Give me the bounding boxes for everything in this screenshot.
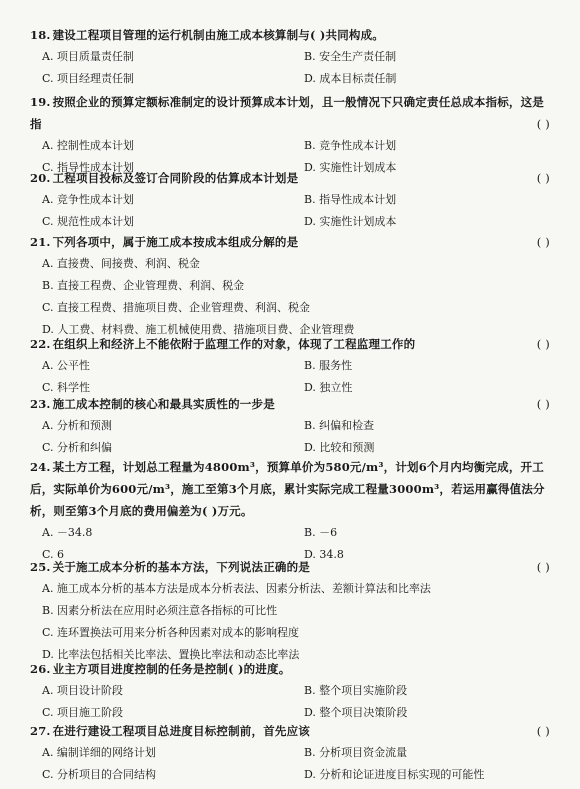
option: A. 直接费、间接费、利润、税金 xyxy=(42,257,200,270)
question xyxy=(0,333,580,399)
question-number: 21. xyxy=(30,235,51,249)
question-text: 施工成本控制的核心和最具实质性的一步是 xyxy=(52,397,275,411)
option: B. 因素分析法在应用时必须注意各指标的可比性 xyxy=(42,604,278,617)
option: A. 控制性成本计划 xyxy=(42,139,134,152)
question-stem xyxy=(30,333,550,355)
option: B. 分析项目资金流量 xyxy=(304,746,408,759)
option: B. 纠偏和检查 xyxy=(304,419,375,432)
option: A. 分析和预测 xyxy=(42,419,112,432)
question xyxy=(0,393,580,459)
options xyxy=(42,680,580,724)
option: D. 成本目标责任制 xyxy=(304,72,397,85)
options xyxy=(42,578,580,666)
option: B. 指导性成本计划 xyxy=(304,193,397,206)
question xyxy=(0,231,580,341)
option: A. 项目设计阶段 xyxy=(42,684,123,697)
question-text: 某土方工程，计划总工程量为4800m³，预算单价为580元/m³，计划6个月内均衡完成，开工后，实际单价为600元/m³，施工至第3个月底，累计实际完成工程量3000m³，若运用赢得值法分析，则至第3个月底的费用偏差为( )万元。 xyxy=(30,460,545,518)
option: A. 项目质量责任制 xyxy=(42,50,134,63)
option: B. 竞争性成本计划 xyxy=(304,139,397,152)
option: A. －34.8 xyxy=(42,526,93,539)
question-number: 19. xyxy=(30,95,51,109)
question-number: 26. xyxy=(30,662,51,676)
option: C. 规范性成本计划 xyxy=(42,215,135,228)
option: C. 项目经理责任制 xyxy=(42,72,135,85)
question-text: 在组织上和经济上不能依附于监理工作的对象，体现了工程监理工作的 xyxy=(52,337,416,351)
question xyxy=(0,91,580,179)
option: D. 人工费、材料费、施工机械使用费、措施项目费、企业管理费 xyxy=(42,323,355,336)
option: A. 公平性 xyxy=(42,359,90,372)
question-text: 在进行建设工程项目总进度目标控制前，首先应该 xyxy=(52,724,311,738)
question-stem xyxy=(30,456,550,522)
options xyxy=(42,189,580,233)
question-number: 23. xyxy=(30,397,51,411)
option: A. 竞争性成本计划 xyxy=(42,193,134,206)
question-number: 22. xyxy=(30,337,51,351)
options xyxy=(42,742,580,786)
question-text: 业主方项目进度控制的任务是控制( )的进度。 xyxy=(52,662,291,676)
option: C. 连环置换法可用来分析各种因素对成本的影响程度 xyxy=(42,626,300,639)
question xyxy=(0,167,580,233)
option: C. 指导性成本计划 xyxy=(42,161,135,174)
option: C. 科学性 xyxy=(42,381,91,394)
question-stem xyxy=(30,556,550,578)
question-stem xyxy=(30,231,550,253)
question-text: 按照企业的预算定额标准制定的设计预算成本计划，且一般情况下只确定责任总成本指标，这是指 xyxy=(30,95,545,131)
question-number: 18. xyxy=(30,28,51,42)
question-number: 27. xyxy=(30,724,51,738)
option: D. 实施性计划成本 xyxy=(304,161,397,174)
option: B. 整个项目实施阶段 xyxy=(304,684,408,697)
option: C. 6 xyxy=(42,548,65,561)
question xyxy=(0,658,580,724)
option: B. 安全生产责任制 xyxy=(304,50,397,63)
question xyxy=(0,556,580,666)
question-stem xyxy=(30,24,550,46)
answer-blank: ( ) xyxy=(536,560,550,574)
option: D. 实施性计划成本 xyxy=(304,215,397,228)
answer-blank: ( ) xyxy=(536,171,550,185)
question-stem xyxy=(30,167,550,189)
answer-blank: ( ) xyxy=(536,397,550,411)
option: D. 比率法包括相关比率法、置换比率法和动态比率法 xyxy=(42,648,300,661)
question xyxy=(0,720,580,786)
question-stem xyxy=(30,658,550,680)
question-text: 工程项目投标及签订合同阶段的估算成本计划是 xyxy=(52,171,299,185)
options xyxy=(42,253,580,341)
option: B. 服务性 xyxy=(304,359,353,372)
answer-blank: ( ) xyxy=(536,117,550,131)
option: D. 比较和预测 xyxy=(304,441,375,454)
answer-blank: ( ) xyxy=(536,337,550,351)
option: C. 分析和纠偏 xyxy=(42,441,113,454)
option: A. 编制详细的网络计划 xyxy=(42,746,156,759)
option: D. 34.8 xyxy=(304,548,344,561)
question-stem xyxy=(30,720,550,742)
question-number: 25. xyxy=(30,560,51,574)
option: B. 直接工程费、企业管理费、利润、税金 xyxy=(42,279,245,292)
question-number: 20. xyxy=(30,171,51,185)
option: C. 直接工程费、措施项目费、企业管理费、利润、税金 xyxy=(42,301,311,314)
option: C. 分析项目的合同结构 xyxy=(42,768,157,781)
question-text: 建设工程项目管理的运行机制由施工成本核算制与( )共同构成。 xyxy=(52,28,384,42)
options xyxy=(42,46,580,90)
option: D. 独立性 xyxy=(304,381,353,394)
question-stem xyxy=(30,91,550,135)
answer-blank: ( ) xyxy=(536,724,550,738)
option: C. 项目施工阶段 xyxy=(42,706,124,719)
option: B. －6 xyxy=(304,526,338,539)
answer-blank: ( ) xyxy=(536,235,550,249)
option: D. 分析和论证进度目标实现的可能性 xyxy=(304,768,485,781)
question xyxy=(0,456,580,566)
question-number: 24. xyxy=(30,460,51,474)
question xyxy=(0,24,580,90)
options xyxy=(42,415,580,459)
question-text: 下列各项中，属于施工成本按成本组成分解的是 xyxy=(52,235,299,249)
question-stem xyxy=(30,393,550,415)
option: D. 整个项目决策阶段 xyxy=(304,706,408,719)
option: A. 施工成本分析的基本方法是成本分析表法、因素分析法、差额计算法和比率法 xyxy=(42,582,431,595)
question-text: 关于施工成本分析的基本方法，下列说法正确的是 xyxy=(52,560,311,574)
